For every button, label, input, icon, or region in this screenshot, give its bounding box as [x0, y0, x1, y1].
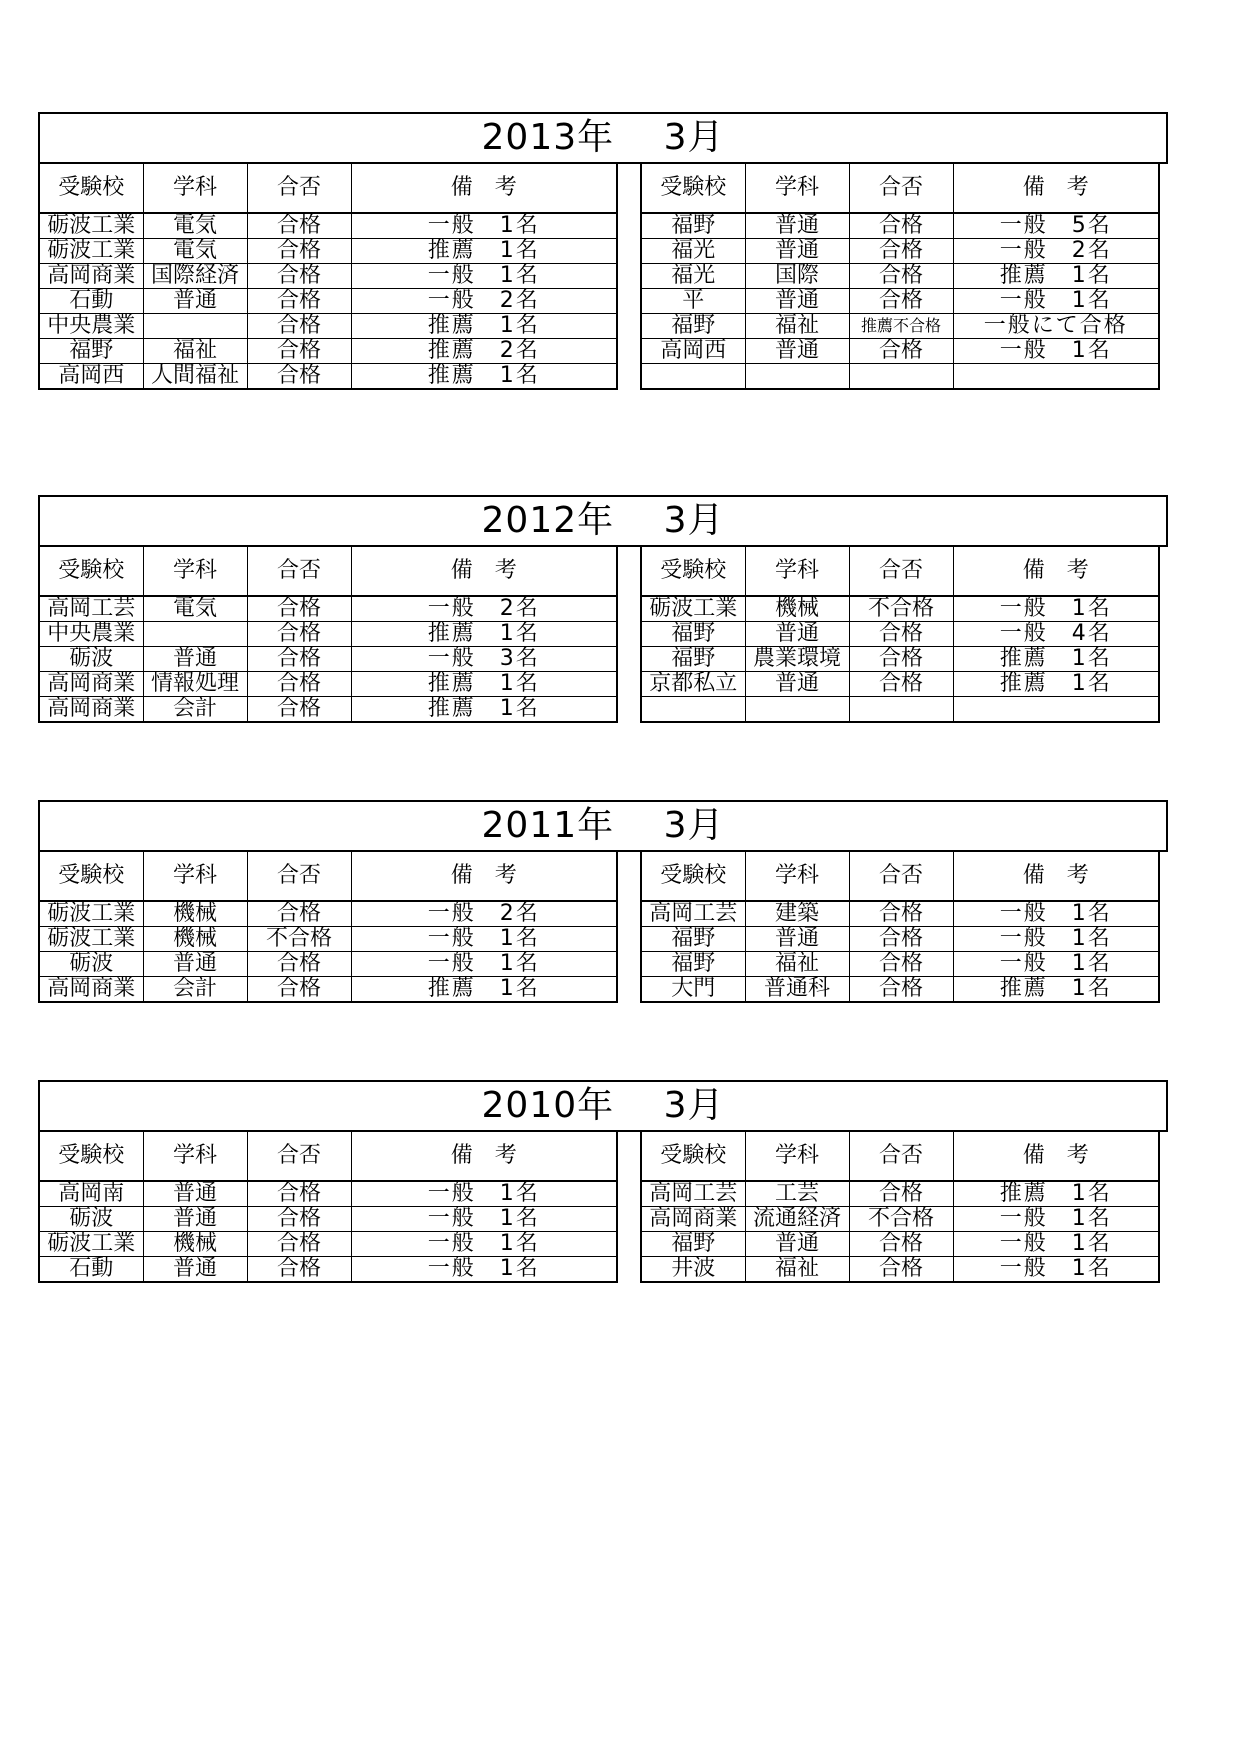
school-cell: 高岡商業 — [641, 1207, 745, 1232]
table-row — [39, 647, 617, 672]
result-cell: 合格 — [247, 697, 351, 723]
result-cell: 合格 — [849, 977, 953, 1003]
department-cell: 機械 — [745, 596, 849, 622]
table-row — [641, 1232, 1159, 1257]
department-cell: 電気 — [143, 239, 247, 264]
table-row — [641, 264, 1159, 289]
department-cell: 工芸 — [745, 1181, 849, 1207]
school-cell: 福野 — [641, 647, 745, 672]
remarks-cell: 一般 2名 — [351, 901, 617, 927]
department-cell: 普通 — [745, 213, 849, 239]
department-cell: 普通 — [143, 1207, 247, 1232]
result-cell: 合格 — [849, 952, 953, 977]
remarks-cell: 一般 2名 — [351, 289, 617, 314]
remarks-cell: 一般 3名 — [351, 647, 617, 672]
result-cell: 合格 — [247, 213, 351, 239]
department-cell: 国際 — [745, 264, 849, 289]
school-cell: 京都私立 — [641, 672, 745, 697]
school-cell: 福光 — [641, 264, 745, 289]
department-cell: 普通 — [745, 339, 849, 364]
result-cell: 合格 — [849, 622, 953, 647]
table-row — [39, 339, 617, 364]
table-row — [39, 1232, 617, 1257]
section-title: 2012年 3月 — [38, 495, 1168, 547]
header-row — [39, 1132, 617, 1181]
school-cell: 高岡商業 — [39, 672, 143, 697]
remarks-cell: 推薦 1名 — [351, 239, 617, 264]
table-row — [641, 952, 1159, 977]
table-row — [39, 1257, 617, 1283]
table-row — [39, 952, 617, 977]
header-row — [39, 852, 617, 901]
remarks-cell: 一般 1名 — [953, 339, 1159, 364]
left-results-table — [38, 1132, 618, 1283]
result-cell: 合格 — [247, 647, 351, 672]
school-cell: 砺波工業 — [39, 1232, 143, 1257]
school-cell: 砺波 — [39, 1207, 143, 1232]
remarks-cell: 一般 1名 — [351, 927, 617, 952]
remarks-cell: 推薦 1名 — [351, 622, 617, 647]
school-cell: 高岡商業 — [39, 977, 143, 1003]
department-header: 学科 — [143, 1132, 247, 1181]
remarks-cell: 一般 2名 — [351, 596, 617, 622]
result-cell: 合格 — [849, 1181, 953, 1207]
remarks-cell: 推薦 1名 — [351, 977, 617, 1003]
remarks-cell: 一般 4名 — [953, 622, 1159, 647]
result-cell: 合格 — [247, 289, 351, 314]
table-row — [39, 697, 617, 723]
department-cell — [143, 314, 247, 339]
school-cell — [641, 697, 745, 723]
table-row — [39, 596, 617, 622]
department-cell — [745, 697, 849, 723]
table-row — [641, 901, 1159, 927]
table-row — [39, 1207, 617, 1232]
school-cell: 平 — [641, 289, 745, 314]
table-row — [641, 289, 1159, 314]
school-cell: 福野 — [641, 314, 745, 339]
remarks-header: 備 考 — [953, 547, 1159, 596]
left-results-table — [38, 547, 618, 723]
result-cell: 合格 — [849, 927, 953, 952]
result-header: 合否 — [247, 1132, 351, 1181]
result-cell: 推薦不合格 — [849, 314, 953, 339]
left-results-table — [38, 164, 618, 390]
result-cell: 合格 — [247, 1207, 351, 1232]
remarks-cell: 推薦 1名 — [953, 672, 1159, 697]
result-header: 合否 — [849, 1132, 953, 1181]
department-cell: 普通 — [143, 289, 247, 314]
remarks-header: 備 考 — [953, 164, 1159, 213]
result-cell: 合格 — [849, 289, 953, 314]
table-row — [641, 1207, 1159, 1232]
school-cell: 高岡南 — [39, 1181, 143, 1207]
department-cell: 人間福祉 — [143, 364, 247, 390]
remarks-cell — [953, 364, 1159, 390]
school-cell — [641, 364, 745, 390]
remarks-header: 備 考 — [351, 852, 617, 901]
department-cell: 情報処理 — [143, 672, 247, 697]
result-header: 合否 — [247, 164, 351, 213]
result-cell: 合格 — [247, 977, 351, 1003]
department-cell — [143, 622, 247, 647]
school-header: 受験校 — [641, 1132, 745, 1181]
remarks-cell: 一般 1名 — [351, 952, 617, 977]
table-row — [641, 239, 1159, 264]
remarks-cell: 一般 1名 — [351, 213, 617, 239]
remarks-cell: 推薦 1名 — [351, 697, 617, 723]
remarks-cell: 一般 1名 — [953, 596, 1159, 622]
table-row — [641, 364, 1159, 390]
department-header: 学科 — [143, 164, 247, 213]
school-cell: 高岡工芸 — [641, 901, 745, 927]
school-cell: 高岡西 — [641, 339, 745, 364]
school-header: 受験校 — [641, 852, 745, 901]
remarks-cell: 一般 1名 — [953, 901, 1159, 927]
school-cell: 中央農業 — [39, 314, 143, 339]
result-cell: 不合格 — [849, 1207, 953, 1232]
school-cell: 福野 — [641, 213, 745, 239]
school-header: 受験校 — [641, 164, 745, 213]
section-title: 2011年 3月 — [38, 800, 1168, 852]
department-header: 学科 — [745, 1132, 849, 1181]
result-header: 合否 — [849, 164, 953, 213]
department-cell: 流通経済 — [745, 1207, 849, 1232]
table-row — [39, 213, 617, 239]
remarks-cell — [953, 697, 1159, 723]
school-cell: 福野 — [39, 339, 143, 364]
department-cell — [745, 364, 849, 390]
department-cell: 電気 — [143, 596, 247, 622]
department-header: 学科 — [745, 852, 849, 901]
remarks-cell: 一般 2名 — [953, 239, 1159, 264]
school-header: 受験校 — [641, 547, 745, 596]
school-cell: 井波 — [641, 1257, 745, 1283]
result-cell: 合格 — [247, 1181, 351, 1207]
remarks-header: 備 考 — [351, 1132, 617, 1181]
result-cell: 合格 — [849, 213, 953, 239]
department-cell: 福祉 — [745, 952, 849, 977]
school-cell: 砺波工業 — [39, 213, 143, 239]
result-cell: 合格 — [247, 952, 351, 977]
table-row — [39, 1181, 617, 1207]
table-row — [641, 622, 1159, 647]
department-header: 学科 — [745, 164, 849, 213]
table-row — [39, 264, 617, 289]
section-title: 2010年 3月 — [38, 1080, 1168, 1132]
department-cell: 普通 — [143, 1257, 247, 1283]
result-cell: 合格 — [849, 239, 953, 264]
remarks-header: 備 考 — [953, 1132, 1159, 1181]
result-cell: 合格 — [849, 1232, 953, 1257]
result-cell: 合格 — [849, 264, 953, 289]
remarks-cell: 一般 1名 — [953, 1257, 1159, 1283]
right-results-table — [640, 852, 1160, 1003]
remarks-header: 備 考 — [351, 164, 617, 213]
year-section — [38, 800, 1168, 1001]
school-header: 受験校 — [39, 547, 143, 596]
right-results-table — [640, 547, 1160, 723]
school-cell: 中央農業 — [39, 622, 143, 647]
remarks-cell: 一般 1名 — [351, 1181, 617, 1207]
result-cell: 合格 — [247, 596, 351, 622]
table-row — [641, 927, 1159, 952]
department-cell: 福祉 — [745, 1257, 849, 1283]
remarks-cell: 一般 1名 — [351, 1207, 617, 1232]
result-cell: 合格 — [849, 672, 953, 697]
school-cell: 砺波工業 — [641, 596, 745, 622]
school-cell: 福野 — [641, 952, 745, 977]
result-cell: 合格 — [849, 647, 953, 672]
table-row — [641, 213, 1159, 239]
table-row — [39, 622, 617, 647]
school-cell: 高岡西 — [39, 364, 143, 390]
remarks-header: 備 考 — [953, 852, 1159, 901]
header-row — [641, 1132, 1159, 1181]
result-cell: 不合格 — [849, 596, 953, 622]
remarks-cell: 一般 1名 — [351, 1257, 617, 1283]
school-cell: 大門 — [641, 977, 745, 1003]
remarks-cell: 一般 1名 — [953, 952, 1159, 977]
table-row — [39, 927, 617, 952]
table-row — [39, 901, 617, 927]
department-cell: 普通 — [143, 952, 247, 977]
school-header: 受験校 — [39, 852, 143, 901]
header-row — [641, 547, 1159, 596]
result-cell: 合格 — [849, 901, 953, 927]
result-cell: 合格 — [247, 264, 351, 289]
remarks-cell: 一般にて合格 — [953, 314, 1159, 339]
table-row — [39, 239, 617, 264]
result-cell — [849, 364, 953, 390]
header-row — [39, 547, 617, 596]
department-cell: 普通 — [143, 647, 247, 672]
table-row — [641, 647, 1159, 672]
result-cell — [849, 697, 953, 723]
remarks-cell: 推薦 2名 — [351, 339, 617, 364]
table-row — [641, 596, 1159, 622]
school-header: 受験校 — [39, 1132, 143, 1181]
result-cell: 合格 — [247, 1232, 351, 1257]
remarks-cell: 一般 1名 — [953, 289, 1159, 314]
remarks-header: 備 考 — [351, 547, 617, 596]
department-cell: 国際経済 — [143, 264, 247, 289]
department-cell: 機械 — [143, 901, 247, 927]
result-cell: 合格 — [247, 364, 351, 390]
school-cell: 高岡商業 — [39, 697, 143, 723]
department-cell: 農業環境 — [745, 647, 849, 672]
department-cell: 電気 — [143, 213, 247, 239]
department-cell: 会計 — [143, 977, 247, 1003]
school-cell: 石動 — [39, 289, 143, 314]
school-cell: 福野 — [641, 622, 745, 647]
department-header: 学科 — [745, 547, 849, 596]
result-cell: 合格 — [247, 1257, 351, 1283]
school-cell: 福野 — [641, 927, 745, 952]
result-cell: 合格 — [849, 1257, 953, 1283]
table-row — [641, 314, 1159, 339]
school-cell: 砺波工業 — [39, 901, 143, 927]
remarks-cell: 一般 1名 — [351, 1232, 617, 1257]
header-row — [641, 164, 1159, 213]
result-header: 合否 — [849, 547, 953, 596]
table-row — [39, 672, 617, 697]
year-section — [38, 112, 1168, 388]
header-row — [641, 852, 1159, 901]
table-row — [39, 314, 617, 339]
school-cell: 砺波 — [39, 647, 143, 672]
remarks-cell: 推薦 1名 — [953, 264, 1159, 289]
department-header: 学科 — [143, 852, 247, 901]
remarks-cell: 推薦 1名 — [351, 364, 617, 390]
table-row — [39, 364, 617, 390]
remarks-cell: 推薦 1名 — [351, 672, 617, 697]
department-cell: 会計 — [143, 697, 247, 723]
result-header: 合否 — [247, 547, 351, 596]
result-cell: 合格 — [247, 622, 351, 647]
result-header: 合否 — [247, 852, 351, 901]
department-cell: 機械 — [143, 927, 247, 952]
department-cell: 普通 — [143, 1181, 247, 1207]
remarks-cell: 一般 1名 — [953, 1207, 1159, 1232]
table-row — [39, 977, 617, 1003]
result-cell: 合格 — [247, 672, 351, 697]
result-header: 合否 — [849, 852, 953, 901]
remarks-cell: 一般 5名 — [953, 213, 1159, 239]
school-cell: 高岡工芸 — [641, 1181, 745, 1207]
table-row — [641, 1257, 1159, 1283]
result-cell: 合格 — [247, 901, 351, 927]
department-cell: 普通科 — [745, 977, 849, 1003]
department-cell: 普通 — [745, 1232, 849, 1257]
remarks-cell: 推薦 1名 — [351, 314, 617, 339]
year-section — [38, 1080, 1168, 1281]
department-cell: 普通 — [745, 289, 849, 314]
school-cell: 砺波工業 — [39, 239, 143, 264]
school-cell: 高岡商業 — [39, 264, 143, 289]
remarks-cell: 一般 1名 — [953, 927, 1159, 952]
department-cell: 建築 — [745, 901, 849, 927]
remarks-cell: 一般 1名 — [953, 1232, 1159, 1257]
school-header: 受験校 — [39, 164, 143, 213]
result-cell: 合格 — [849, 339, 953, 364]
result-cell: 合格 — [247, 239, 351, 264]
table-row — [641, 697, 1159, 723]
remarks-cell: 一般 1名 — [351, 264, 617, 289]
right-results-table — [640, 164, 1160, 390]
school-cell: 高岡工芸 — [39, 596, 143, 622]
department-cell: 福祉 — [745, 314, 849, 339]
remarks-cell: 推薦 1名 — [953, 647, 1159, 672]
table-row — [641, 339, 1159, 364]
department-header: 学科 — [143, 547, 247, 596]
result-cell: 合格 — [247, 339, 351, 364]
department-cell: 普通 — [745, 239, 849, 264]
department-cell: 普通 — [745, 927, 849, 952]
school-cell: 福野 — [641, 1232, 745, 1257]
school-cell: 砺波工業 — [39, 927, 143, 952]
table-row — [641, 1181, 1159, 1207]
table-row — [641, 672, 1159, 697]
result-cell: 合格 — [247, 314, 351, 339]
department-cell: 機械 — [143, 1232, 247, 1257]
remarks-cell: 推薦 1名 — [953, 1181, 1159, 1207]
department-cell: 普通 — [745, 622, 849, 647]
header-row — [39, 164, 617, 213]
left-results-table — [38, 852, 618, 1003]
table-row — [39, 289, 617, 314]
year-section — [38, 495, 1168, 721]
right-results-table — [640, 1132, 1160, 1283]
school-cell: 福光 — [641, 239, 745, 264]
school-cell: 石動 — [39, 1257, 143, 1283]
school-cell: 砺波 — [39, 952, 143, 977]
result-cell: 不合格 — [247, 927, 351, 952]
department-cell: 福祉 — [143, 339, 247, 364]
section-title: 2013年 3月 — [38, 112, 1168, 164]
table-row — [641, 977, 1159, 1003]
remarks-cell: 推薦 1名 — [953, 977, 1159, 1003]
department-cell: 普通 — [745, 672, 849, 697]
